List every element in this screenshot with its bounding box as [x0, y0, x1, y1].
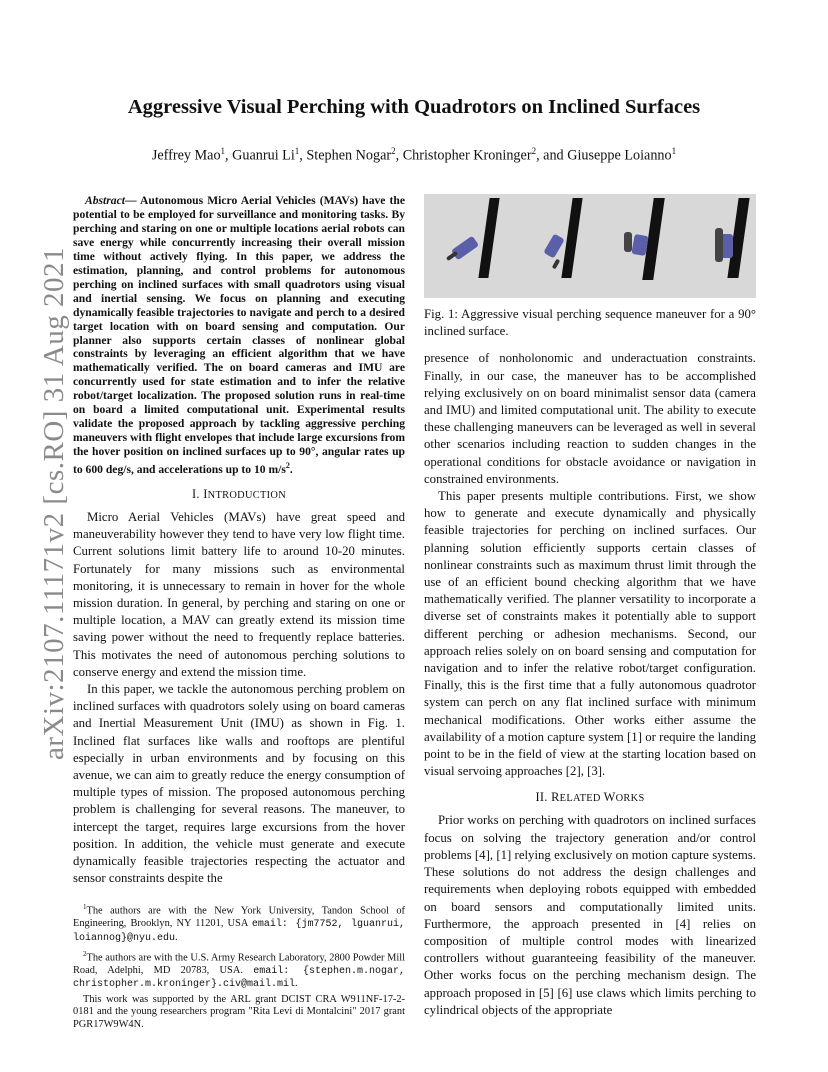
figure-frame	[424, 194, 507, 298]
paper-title: Aggressive Visual Perching with Quadrotors on Inclined Surfaces	[127, 96, 701, 118]
author-list: Jeffrey Mao$^1$, Guanrui Li$^1$, Stephen Nogar$^2$, Christopher Kroninger$^2$, and Giuseppe Loianno$^1$	[151, 146, 677, 164]
author-name: Stephen Nogar	[306, 147, 392, 164]
figure-frame	[590, 194, 673, 298]
footnote: $^2$The authors are with the U.S. Army Research Laboratory, 2800 Powder Mill Road, Adelphi, MD 20783, USA. email: {stephen.m.nogar, christopher.m.kroninger}.civ@mail.mil.	[73, 949, 405, 991]
author-name: Christopher Kroninger	[402, 147, 532, 164]
paragraph: This paper presents multiple contributions. First, we show how to generate and execute dynamically and physically feasible trajectories for perching on inclined surfaces. Our planning solution efficiently supports certain classes of nonlinear constraints such as maximum thrust limit through the use of an efficient bound checking algorithm that we have mathematically verified. The planner versatility to incorporate a diverse set of constraints makes it potentially able to support different perching or adhesion mechanisms. Second, our approach relies solely on on board sensing and computation for navigation and to infer the relative robot/target configuration. Finally, this is the first time that a fully autonomous quadrotor system can perch on any flat inclined surface with minimum mechanical modifications. Other works either assume the availability of a motion capture system [1] or require the landing point to be in the field of view at the starting location based on visual servoing approaches [2], [3].	[424, 489, 756, 779]
abstract-text: Autonomous Micro Aerial Vehicles (MAVs) have the potential to be employed for surveillance and monitoring tasks. By perching and staring on one or multiple locations aerial robots can save energy while concurrently increasing their overall mission time without actively flying. In this paper, we address the estimation, planning, and control problems for autonomous perching on inclined surfaces with small quadrotors using visual and inertial sensing. We focus on planning and executing dynamically feasible trajectories to navigate and perch to a desired target location with on board sensing and computation. Our planner also supports certain classes of nonlinear global constraints by leveraging an efficient algorithm that we have mathematically verified. The on board cameras and IMU are concurrently used for state estimation and to infer the relative robot/target localization. The proposed solution runs in real-time on board a limited computational unit. Experimental results validate the proposed approach by tackling aggressive perching maneuvers with flight envelopes that include large excursions from the hover position on inclined surfaces up to 90°, angular rates up to 600 deg/s, and accelerations up to 10 m/s	[73, 194, 405, 476]
abstract-lead: Abstract	[85, 194, 125, 207]
paragraph: In this paper, we tackle the autonomous perching problem on inclined surfaces with quadrotors solely using on board cameras and Inertial Measurement Unit (IMU) as shown in Fig. 1. Inclined flat surfaces like walls and rooftops are plentiful especially in urban environments and by focusing on this avenue, we can aim to greatly reduce the energy consumption of multiple types of mission. The proposed autonomous perching problem is challenging for several reasons. The maneuver, to intercept the target, requires large excursions from the hover position. In addition, the vehicle must generate and execute dynamically feasible trajectories respecting the actuator and sensor constraints despite the	[73, 681, 405, 886]
inclined-surface	[561, 198, 582, 278]
author-affiliation-mark: 1	[294, 146, 300, 156]
section-heading-introduction: I. INTRODUCTION	[191, 486, 286, 501]
quadrotor-arm	[624, 232, 632, 252]
quadrotor	[451, 236, 479, 261]
paragraph: presence of nonholonomic and underactuation constraints. Finally, in our case, the maneuver has to be accomplished relying exclusively on on board minimalist sensor data (camera and IMU) and limited computational unit. The ability to execute these challenging maneuvers can be leveraged as well in several other scenarios including reaction to sudden changes in the operational conditions for obstacle avoidance or navigation in constrained environments.	[424, 351, 756, 486]
abstract: Abstract— Autonomous Micro Aerial Vehicles (MAVs) have the potential to be employed for surveillance and monitoring tasks. By perching and staring on one or multiple locations aerial robots can save energy while concurrently increasing their overall mission time without actively flying. In this paper, we address the estimation, planning, and control problems for autonomous perching on inclined surfaces with small quadrotors using visual and inertial sensing. We focus on planning and executing dynamically feasible trajectories to navigate and perch to a desired target location with on board sensing and computation. Our planner also supports certain classes of nonlinear global constraints by leveraging an efficient algorithm that we have mathematically verified. The on board cameras and IMU are concurrently used for state estimation and to infer the relative robot/target localization. The proposed solution runs in real-time on board a limited computational unit. Experimental results validate the proposed approach by tackling aggressive perching maneuvers with flight envelopes that include large excursions from the hover position on inclined surfaces up to 90°, angular rates up to 600 deg/s, and accelerations up to 10 $m/s^2$.	[73, 194, 405, 476]
author-name: Jeffrey Mao	[151, 147, 221, 164]
paragraph: Micro Aerial Vehicles (MAVs) have great speed and maneuverability however they tend to have very low flight time. Current solutions limit battery life to around 10-20 minutes. Fortunately for many missions such as environmental monitoring, it is unnecessary to remain in hover for the whole mission duration. In general, by perching and staring on one or multiple location, a MAV can greatly extend its mission time saving power without the need to frequently replace batteries. This motivates the need of autonomous perching solutions to conserve energy and extend the mission time.	[73, 509, 405, 679]
quadrotor-arm	[552, 259, 560, 270]
arxiv-side-stamp: arXiv:2107.11171v2 [cs.RO] 31 Aug 2021	[38, 246, 70, 760]
quadrotor	[543, 233, 564, 258]
author-affiliation-mark: 2	[531, 146, 537, 156]
section-heading-related-works: II. RELATED WORKS	[535, 790, 645, 805]
figure-frame	[507, 194, 590, 298]
author-name: Giuseppe Loianno	[567, 147, 672, 164]
author-affiliation-mark: 1	[220, 146, 226, 156]
author-affiliation-mark: 2	[391, 146, 396, 156]
paragraph: Prior works on perching with quadrotors on inclined surfaces focus on solving the trajectory generation and/or control problems [4], [1] relying exclusively on motion capture systems. These solutions do not address the design challenges and requirements when deploying robots equipped with embedded on board sensors and computationally limited units. Furthermore, the approach presented in [4] relies on composition of multiple control modes with linearized controllers without guaranteeing feasibility of the maneuver. Other works focus on the perching mechanism design. The approach proposed in [5] [6] use claws which limits perching to cylindrical objects of the appropriate	[424, 813, 756, 1017]
right-column	[424, 194, 756, 1019]
footnote: $^1$The authors are with the New York University, Tandon School of Engineering, Brooklyn, NY 11201, USA email: {jm7752, lguanrui, loiannog}@nyu.edu.	[73, 903, 405, 945]
author-affiliation-mark: 1	[671, 146, 677, 156]
left-column	[73, 194, 405, 1034]
inclined-surface	[478, 198, 499, 278]
footnote: This work was supported by the ARL grant DCIST CRA W911NF-17-2-0181 and the young researchers program "Rita Levi di Montalcini" 2017 grant PGR17W9W4N.	[73, 993, 405, 1031]
quadrotor-arm	[715, 228, 723, 262]
figure-caption: Fig. 1: Aggressive visual perching sequence maneuver for a 90° inclined surface.	[424, 307, 756, 339]
footnotes	[73, 901, 405, 1031]
figure-perching-sequence	[424, 194, 756, 298]
email-address: {jm7752, lguanrui, loiannog}@nyu.edu	[73, 919, 405, 945]
author-name: Guanrui Li	[232, 147, 295, 164]
email-address: {stephen.m.nogar, christopher.m.kroninger}.civ@mail.mil	[73, 965, 405, 991]
figure-frame	[673, 194, 756, 298]
